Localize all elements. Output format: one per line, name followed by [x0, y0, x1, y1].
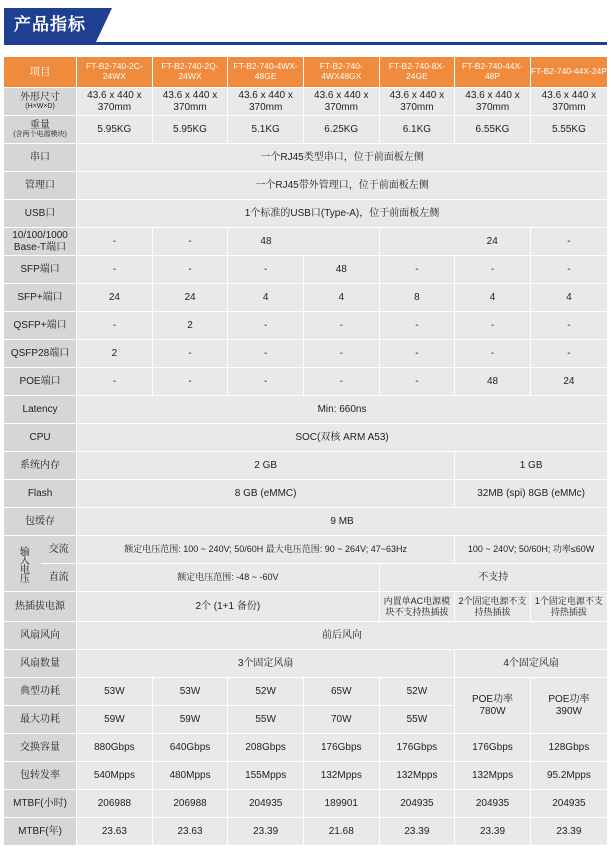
cell: 204935 [228, 790, 304, 818]
cell: 43.6 x 440 x 370mm [455, 88, 531, 116]
cell: 176Gbps [303, 734, 379, 762]
cell: 4个固定风扇 [455, 650, 607, 678]
row-label: 交换容量 [4, 734, 77, 762]
cell: 100 ~ 240V; 50/60H; 功率≤60W [455, 536, 607, 564]
cell: 24 [152, 284, 228, 312]
row-label: Latency [4, 396, 77, 424]
cell: 65W [303, 678, 379, 706]
cell: 132Mpps [455, 762, 531, 790]
cell: 2个固定电源不支持热插拔 [455, 592, 531, 622]
row-sublabel: (含两个电源模块) [13, 131, 67, 139]
row-label: 串口 [4, 144, 77, 172]
row-label: 典型功耗 [4, 678, 77, 706]
cell: 880Gbps [77, 734, 153, 762]
row-cpu [4, 424, 607, 452]
cell: 1个固定电源不支持热插拔 [530, 592, 607, 622]
row-label-line2: Base-T端口 [13, 241, 67, 253]
row-label [4, 228, 77, 256]
cell: 6.25KG [303, 116, 379, 144]
cell: 206988 [152, 790, 228, 818]
cell: - [530, 340, 607, 368]
cell: - [228, 256, 304, 284]
cell: 43.6 x 440 x 370mm [530, 88, 607, 116]
cell: 95.2Mpps [530, 762, 607, 790]
cell: 540Mpps [77, 762, 153, 790]
cell: 24 [77, 284, 153, 312]
row-power-dc [4, 564, 607, 592]
cell: 32MB (spi) 8GB (eMMc) [455, 480, 607, 508]
model-name: FT-B2-740-2C-24WX [77, 57, 153, 88]
row-serial [4, 144, 607, 172]
cell: - [77, 312, 153, 340]
row-label: MTBF(小时) [4, 790, 77, 818]
poe-power-cell [530, 678, 607, 734]
cell: 额定电压范围: 100 ~ 240V; 50/60H 最大电压范围: 90 ~ 264V; 47~63Hz [77, 536, 455, 564]
row-sublabel: (H×W×D) [25, 103, 55, 111]
cell: 204935 [455, 790, 531, 818]
cell: 53W [152, 678, 228, 706]
row-label: 热插拔电源 [4, 592, 77, 622]
cell: 70W [303, 706, 379, 734]
cell: Min: 660ns [77, 396, 607, 424]
cell: 内置单AC电源模块不支持热插拔 [379, 592, 455, 622]
cell: 4 [455, 284, 531, 312]
cell: - [530, 312, 607, 340]
cell: 前后风向 [77, 622, 607, 650]
cell: - [228, 368, 304, 396]
row-switching [4, 734, 607, 762]
cell: 132Mpps [303, 762, 379, 790]
cell: 24 [530, 368, 607, 396]
cell: 额定电压范围: -48 ~ -60V [77, 564, 380, 592]
spec-table [4, 57, 607, 846]
row-label: 包缓存 [4, 508, 77, 536]
cell: 23.39 [455, 818, 531, 846]
cell: 53W [77, 678, 153, 706]
page-title: 产品指标 [4, 8, 96, 42]
cell: 23.39 [530, 818, 607, 846]
row-mgmt [4, 172, 607, 200]
poe-power-value: 780W [479, 705, 506, 717]
row-label: 系统内存 [4, 452, 77, 480]
model-name: FT-B2-740-8X-24GE [379, 57, 455, 88]
poe-power-label: POE功率 [548, 694, 590, 705]
cell: - [379, 312, 455, 340]
cell: 43.6 x 440 x 370mm [228, 88, 304, 116]
title-bar [4, 8, 112, 42]
row-power-ac [4, 536, 607, 564]
row-label: 最大功耗 [4, 706, 77, 734]
cell: 8 [379, 284, 455, 312]
cell: - [303, 368, 379, 396]
cell: 5.1KG [228, 116, 304, 144]
cell: - [303, 340, 379, 368]
cell: 1 GB [455, 452, 607, 480]
cell: 206988 [77, 790, 153, 818]
row-label: 风扇风向 [4, 622, 77, 650]
cell: 208Gbps [228, 734, 304, 762]
row-typical-power [4, 678, 607, 706]
cell: 21.68 [303, 818, 379, 846]
cell: - [228, 312, 304, 340]
cell: 43.6 x 440 x 370mm [152, 88, 228, 116]
cell: - [77, 256, 153, 284]
cell: - [379, 256, 455, 284]
cell: 128Gbps [530, 734, 607, 762]
cell: 一个RJ45类型串口，位于前面板左侧 [77, 144, 607, 172]
row-qsfp28 [4, 340, 607, 368]
header-row [4, 57, 607, 88]
row-flash [4, 480, 607, 508]
cell: 23.39 [228, 818, 304, 846]
row-memory [4, 452, 607, 480]
cell: 5.95KG [152, 116, 228, 144]
row-forwarding [4, 762, 607, 790]
row-label-text: 外形尺寸 [20, 91, 61, 103]
cell: 155Mpps [228, 762, 304, 790]
cell: 204935 [530, 790, 607, 818]
row-fans [4, 650, 607, 678]
cell: 43.6 x 440 x 370mm [303, 88, 379, 116]
cell: 52W [379, 678, 455, 706]
cell: - [77, 368, 153, 396]
row-mtbf-years [4, 818, 607, 846]
cell: 204935 [379, 790, 455, 818]
cell: 3个固定风扇 [77, 650, 455, 678]
cell: 5.55KG [530, 116, 607, 144]
ac-label: 交流 [41, 536, 76, 564]
cell: 59W [77, 706, 153, 734]
row-label: QSFP28端口 [4, 340, 77, 368]
cell: - [530, 228, 607, 256]
cell: - [152, 228, 228, 256]
cell: 189901 [303, 790, 379, 818]
cell: 2个 (1+1 备份) [77, 592, 380, 622]
title-underline [4, 42, 607, 45]
row-hotswap [4, 592, 607, 622]
row-label-text: 重量 [30, 119, 51, 131]
row-label [4, 88, 77, 116]
poe-power-value: 390W [555, 705, 582, 717]
cell: 4 [530, 284, 607, 312]
cell: 59W [152, 706, 228, 734]
cell: 43.6 x 440 x 370mm [379, 88, 455, 116]
row-size [4, 88, 607, 116]
model-name: FT-B2-740-4WX48GX [303, 57, 379, 88]
dc-label: 直流 [41, 564, 76, 592]
poe-power-label: POE功率 [471, 694, 514, 705]
cell: - [455, 256, 531, 284]
cell: 2 [77, 340, 153, 368]
cell: - [379, 340, 455, 368]
cell: 43.6 x 440 x 370mm [77, 88, 153, 116]
row-latency [4, 396, 607, 424]
cell: 176Gbps [455, 734, 531, 762]
row-label: MTBF(年) [4, 818, 77, 846]
cell: - [152, 340, 228, 368]
cell: 48 [303, 256, 379, 284]
cell: SOC(双核 ARM A53) [77, 424, 607, 452]
cell: 23.39 [379, 818, 455, 846]
cell: - [455, 312, 531, 340]
row-label: SFP端口 [4, 256, 77, 284]
row-label: 管理口 [4, 172, 77, 200]
row-poe [4, 368, 607, 396]
cell: 55W [379, 706, 455, 734]
cell: - [228, 340, 304, 368]
row-label: 风扇数量 [4, 650, 77, 678]
cell: 4 [228, 284, 304, 312]
cell: 55W [228, 706, 304, 734]
cell: 52W [228, 678, 304, 706]
cell: - [303, 312, 379, 340]
row-usb [4, 200, 607, 228]
cell: - [379, 368, 455, 396]
cell: 176Gbps [379, 734, 455, 762]
cell: 23.63 [77, 818, 153, 846]
cell: 2 [152, 312, 228, 340]
title-slant [96, 8, 112, 42]
row-sfp [4, 256, 607, 284]
cell: - [77, 228, 153, 256]
row-label: SFP+端口 [4, 284, 77, 312]
model-name: FT-B2-740-44X-48P [455, 57, 531, 88]
poe-power-cell [455, 678, 531, 734]
row-mtbf-hours [4, 790, 607, 818]
cell: 640Gbps [152, 734, 228, 762]
cell: - [152, 256, 228, 284]
cell: 48 [228, 228, 379, 256]
cell: 132Mpps [379, 762, 455, 790]
cell: 一个RJ45带外管理口，位于前面板左侧 [77, 172, 607, 200]
cell: 24 [379, 228, 530, 256]
row-airflow [4, 622, 607, 650]
row-label: USB口 [4, 200, 77, 228]
cell: 48 [455, 368, 531, 396]
model-name: FT-B2-740-44X-24P [530, 57, 607, 88]
cell: 不支持 [379, 564, 607, 592]
row-label: POE端口 [4, 368, 77, 396]
cell: 6.1KG [379, 116, 455, 144]
cell: - [152, 368, 228, 396]
cell: 8 GB (eMMC) [77, 480, 455, 508]
cell: 2 GB [77, 452, 455, 480]
row-qsfp-plus [4, 312, 607, 340]
cell: - [455, 340, 531, 368]
model-name: FT-B2-740-4WX-48GE [228, 57, 304, 88]
cell: 23.63 [152, 818, 228, 846]
cell: 9 MB [77, 508, 607, 536]
cell: 6.55KG [455, 116, 531, 144]
row-label-line1: 10/100/1000 [12, 230, 68, 241]
row-label [4, 116, 77, 144]
cell: 480Mpps [152, 762, 228, 790]
row-label: CPU [4, 424, 77, 452]
power-input-label: 输入电压 [4, 536, 41, 592]
row-label: QSFP+端口 [4, 312, 77, 340]
row-base-t [4, 228, 607, 256]
row-sfp-plus [4, 284, 607, 312]
row-label: 包转发率 [4, 762, 77, 790]
cell: 4 [303, 284, 379, 312]
cell: 5.95KG [77, 116, 153, 144]
model-name: FT-B2-740-2Q-24WX [152, 57, 228, 88]
header-label: 项目 [4, 57, 77, 88]
cell: 1个标准的USB口(Type-A)，位于前面板左侧 [77, 200, 607, 228]
cell: - [530, 256, 607, 284]
row-label: Flash [4, 480, 77, 508]
row-weight [4, 116, 607, 144]
row-buffer [4, 508, 607, 536]
